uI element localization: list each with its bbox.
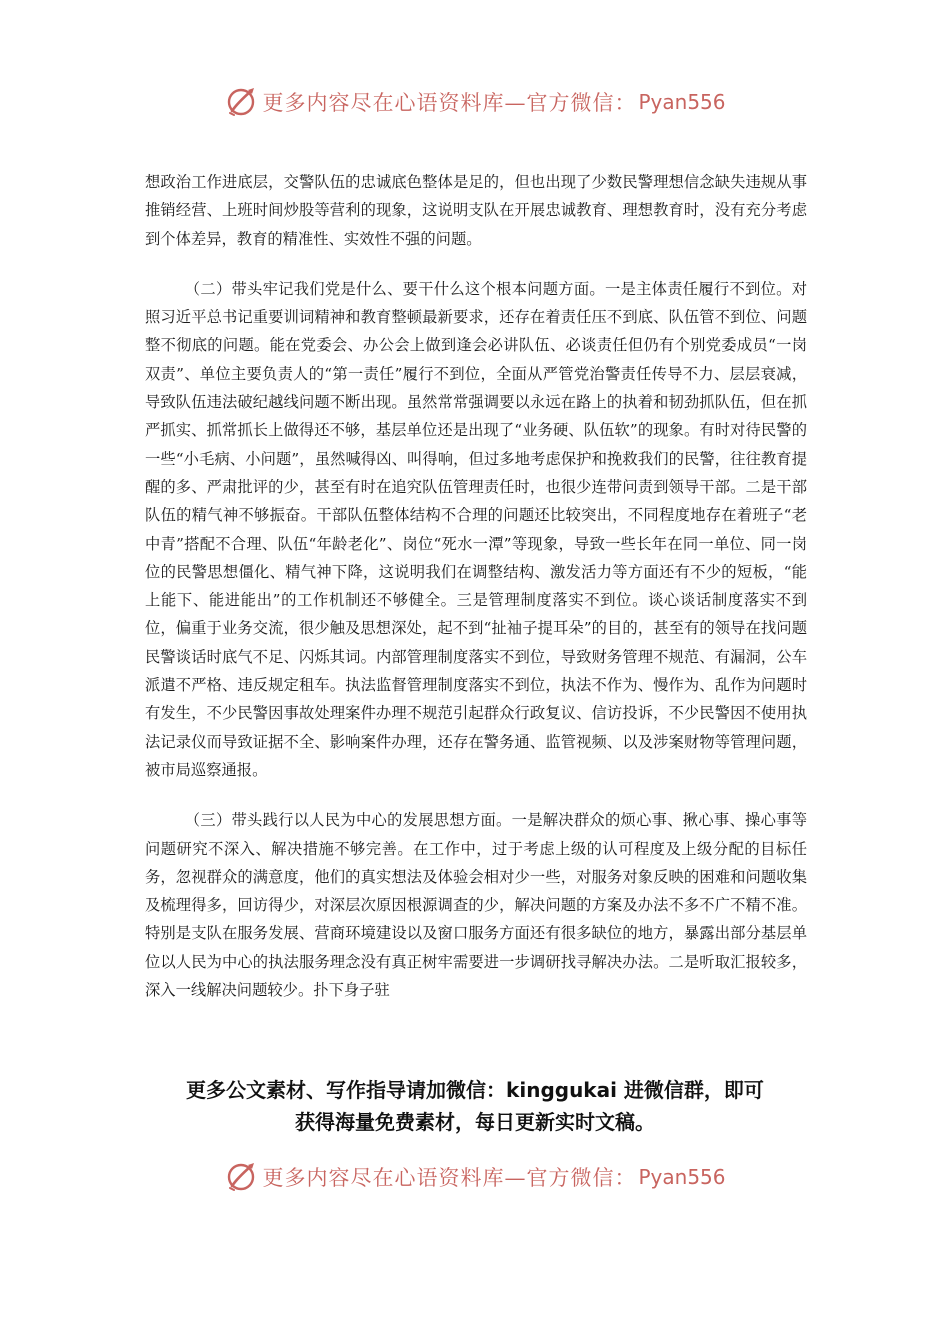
footer-banner bbox=[0, 1157, 950, 1197]
footer-banner-text: 更多内容尽在心语资料库—官方微信： bbox=[262, 1166, 637, 1190]
paragraph-continuation: 想政治工作进底层，交警队伍的忠诚底色整体是足的，但也出现了少数民警理想信念缺失违规从事推销经营、上班时间炒股等营利的现象，这说明支队在开展忠诚教育、理想教育时，没有充分考虑到个体差异，教育的精准性、实效性不强的问题。 bbox=[145, 173, 807, 248]
promo-line-2: 获得海量免费素材，每日更新实时文稿。 bbox=[295, 1110, 655, 1134]
pen-logo-icon bbox=[224, 1160, 258, 1194]
document-body bbox=[145, 168, 807, 1026]
promo-line-1: 更多公文素材、写作指导请加微信：kinggukai 进微信群，即可 bbox=[186, 1078, 764, 1102]
footer-wechat-id: Pyan556 bbox=[638, 1165, 726, 1189]
header-wechat-id: Pyan556 bbox=[638, 90, 726, 114]
pen-logo-icon bbox=[224, 85, 258, 119]
paragraph-section-three: （三）带头践行以人民为中心的发展思想方面。一是解决群众的烦心事、揪心事、操心事等问题研究不深入、解决措施不够完善。在工作中，过于考虑上级的认可程度及上级分配的目标任务，忽视群众的满意度，他们的真实想法及体验会相对少一些，对服务对象反映的困难和问题收集及梳理得多，回访得少，对深层次原因根源调查的少，解决问题的方案及办法不多不广不精不准。特别是支队在服务发展、营商环境建设以及窗口服务方面还有很多缺位的地方，暴露出部分基层单位以人民为中心的执法服务理念没有真正树牢需要进一步调研找寻解决办法。二是听取汇报较多，深入一线解决问题较少。扑下身子驻 bbox=[145, 811, 807, 1000]
header-banner bbox=[0, 82, 950, 122]
paragraph-section-two: （二）带头牢记我们党是什么、要干什么这个根本问题方面。一是主体责任履行不到位。对照习近平总书记重要训词精神和教育整顿最新要求，还存在着责任压不到底、队伍管不到位、问题整不彻底的问题。能在党委会、办公会上做到逢会必讲队伍、必谈责任但仍有个别党委成员“一岗双责”、单位主要负责人的“第一责任”履行不到位，全面从严管党治警责任传导不力、层层衰减，导致队伍违法破纪越线问题不断出现。虽然常常强调要以永远在路上的执着和韧劲抓队伍，但在抓严抓实、抓常抓长上做得还不够，基层单位还是出现了“业务硬、队伍软”的现象。有时对待民警的一些“小毛病、小问题”，虽然喊得凶、叫得响，但过多地考虑保护和挽救我们的民警，往往教育提醒的多、严肃批评的少，甚至有时在追究队伍管理责任时，也很少连带问责到领导干部。二是干部队伍的精气神不够振奋。干部队伍整体结构不合理的问题还比较突出，不同程度地存在着班子“老中青”搭配不合理、队伍“年龄老化”、岗位“死水一潭”等现象，导致一些长年在同一单位、同一岗位的民警思想僵化、精气神下降，这说明我们在调整结构、激发活力等方面还有不少的短板，“能上能下、能进能出”的工作机制还不够健全。三是管理制度落实不到位。谈心谈话制度落实不到位，偏重于业务交流，很少触及思想深处，起不到“扯袖子提耳朵”的目的，甚至有的领导在找问题民警谈话时底气不足、闪烁其词。内部管理制度落实不到位，导致财务管理不规范、有漏洞，公车派遣不严格、违反规定租车。执法监督管理制度落实不到位，执法不作为、慢作为、乱作为问题时有发生，不少民警因事故处理案件办理不规范引起群众行政复议、信访投诉，不少民警因不使用执法记录仪而导致证据不全、影响案件办理，还存在警务通、监管视频、以及涉案财物等管理问题，被市局巡察通报。 bbox=[145, 279, 807, 779]
header-banner-text: 更多内容尽在心语资料库—官方微信： bbox=[262, 91, 637, 115]
promo-notice bbox=[100, 1074, 850, 1138]
